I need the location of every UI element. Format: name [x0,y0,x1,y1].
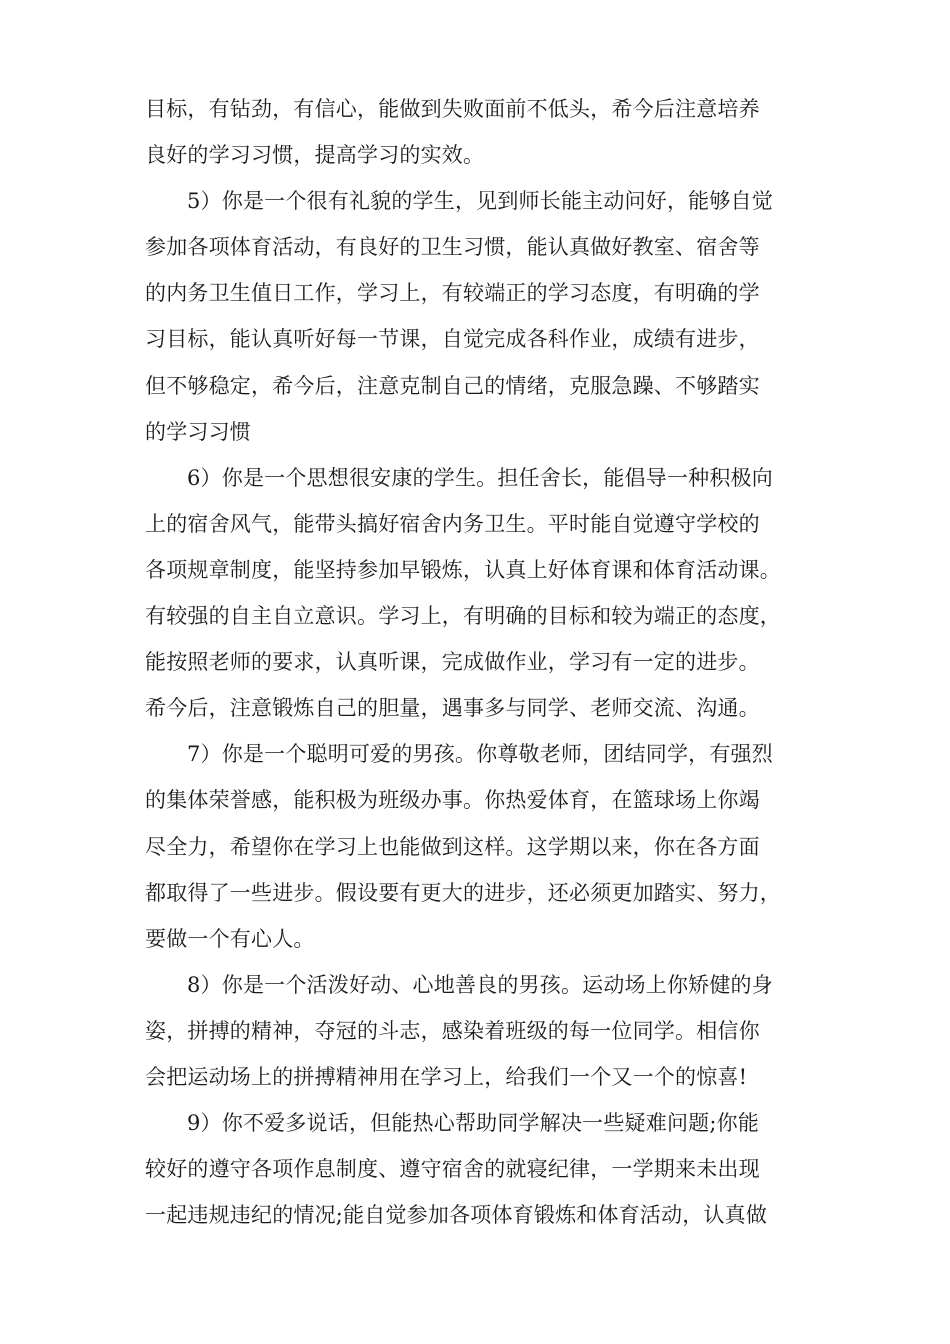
text-line: 习目标，能认真听好每一节课，自觉完成各科作业，成绩有进步， [145,327,760,352]
paragraph-continuation [145,86,805,178]
text-line: 能按照老师的要求，认真听课，完成做作业，学习有一定的进步。 [145,650,760,675]
text-line: 较好的遵守各项作息制度、遵守宿舍的就寝纪律，一学期来未出现 [145,1157,760,1182]
text-line: 一起违规违纪的情况;能自觉参加各项体育锻炼和体育活动，认真做 [145,1203,768,1228]
text-line: 但不够稳定，希今后，注意克制自己的情绪，克服急躁、不够踏实 [145,373,760,398]
text-line: 有较强的自主自立意识。学习上，有明确的目标和较为端正的态度， [145,604,781,629]
text-line: 都取得了一些进步。假设要有更大的进步，还必须更加踏实、努力， [145,880,781,905]
text-line: 的集体荣誉感，能积极为班级办事。你热爱体育，在篮球场上你竭 [145,788,760,813]
document-body [145,86,805,1238]
text-line: 姿，拼搏的精神，夺冠的斗志，感染着班级的每一位同学。相信你 [145,1018,760,1043]
paragraph-item-7 [145,731,805,961]
text-line: 各项规章制度，能坚持参加早锻炼，认真上好体育课和体育活动课。 [145,557,781,582]
text-line: 上的宿舍风气，能带头搞好宿舍内务卫生。平时能自觉遵守学校的 [145,511,760,536]
text-line: 5）你是一个很有礼貌的学生，见到师长能主动问好，能够自觉 [187,189,773,214]
text-line: 7）你是一个聪明可爱的男孩。你尊敬老师，团结同学，有强烈 [187,742,773,767]
paragraph-item-5 [145,178,805,455]
text-line: 会把运动场上的拼搏精神用在学习上，给我们一个又一个的惊喜! [145,1064,748,1089]
text-line: 9）你不爱多说话，但能热心帮助同学解决一些疑难问题;你能 [187,1111,760,1136]
paragraph-item-6 [145,455,805,732]
text-line: 参加各项体育活动，有良好的卫生习惯，能认真做好教室、宿舍等 [145,235,760,260]
text-line: 的学习习惯 [145,419,251,444]
paragraph-item-8 [145,962,805,1100]
text-line: 目标，有钻劲，有信心，能做到失败面前不低头，希今后注意培养 [145,97,760,121]
text-line: 良好的学习习惯，提高学习的实效。 [145,143,485,168]
text-line: 要做一个有心人。 [145,926,315,951]
text-line: 8）你是一个活泼好动、心地善良的男孩。运动场上你矫健的身 [187,972,773,997]
text-line: 希今后，注意锻炼自己的胆量，遇事多与同学、老师交流、沟通。 [145,696,760,721]
text-line: 6）你是一个思想很安康的学生。担任舍长，能倡导一种积极向 [187,465,773,490]
text-line: 的内务卫生值日工作，学习上，有较端正的学习态度，有明确的学 [145,281,760,306]
text-line: 尽全力，希望你在学习上也能做到这样。这学期以来，你在各方面 [145,834,760,859]
paragraph-item-9 [145,1100,805,1238]
